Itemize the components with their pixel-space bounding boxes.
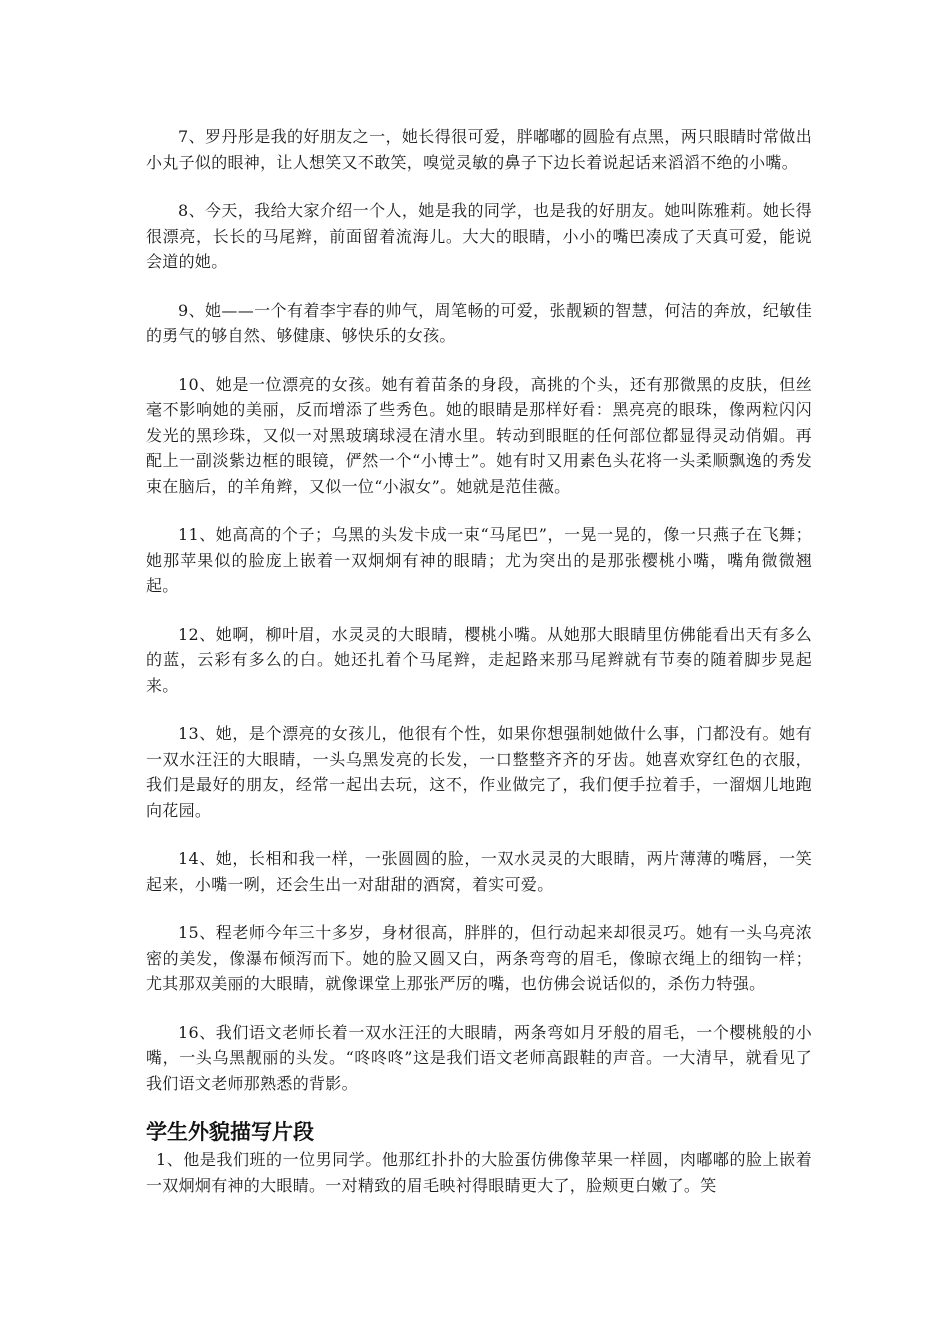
paragraph-10: 10、她是一位漂亮的女孩。她有着苗条的身段，高挑的个头，还有那微黑的皮肤，但丝毫不影响她的美丽，反而增添了些秀色。她的眼睛是那样好看：黑亮亮的眼珠，像两粒闪闪发光的黑珍珠，又似一对黑玻璃球浸在清水里。转动到眼眶的任何部位都显得灵动俏媚。再配上一副淡紫边框的眼镜，俨然一个“小博士”。她有时又用素色头花将一头柔顺飘逸的秀发束在脑后，的羊角辫，又似一位“小淑女”。她就是范佳薇。 bbox=[146, 374, 812, 496]
paragraph-13: 13、她，是个漂亮的女孩儿，他很有个性，如果你想强制她做什么事，门都没有。她有一双水汪汪的大眼睛，一头乌黑发亮的长发，一口整整齐齐的牙齿。她喜欢穿红色的衣服，我们是最好的朋友，经常一起出去玩，这不，作业做完了，我们便手拉着手，一溜烟儿地跑向花园。 bbox=[146, 724, 812, 820]
paragraph-7: 7、罗丹彤是我的好朋友之一，她长得很可爱，胖嘟嘟的圆脸有点黑，两只眼睛时常做出小丸子似的眼神，让人想笑又不敢笑，嗅觉灵敏的鼻子下边长着说起话来滔滔不绝的小嘴。 bbox=[146, 127, 812, 172]
paragraph-11: 11、她高高的个子；乌黑的头发卡成一束“马尾巴”，一晃一晃的，像一只燕子在飞舞；她那苹果似的脸庞上嵌着一双炯炯有神的眼睛；尤为突出的是那张樱桃小嘴，嘴角微微翘起。 bbox=[146, 525, 812, 595]
paragraph-12: 12、她啊，柳叶眉，水灵灵的大眼睛，樱桃小嘴。从她那大眼睛里仿佛能看出天有多么的蓝，云彩有多么的白。她还扎着个马尾辫，走起路来那马尾辫就有节奏的随着脚步晃起来。 bbox=[146, 624, 812, 695]
paragraph-9: 9、她——一个有着李宇春的帅气，周笔畅的可爱，张靓颖的智慧，何洁的奔放，纪敏佳的勇气的够自然、够健康、够快乐的女孩。 bbox=[146, 300, 812, 345]
paragraph-14: 14、她，长相和我一样，一张圆圆的脸，一双水灵灵的大眼睛，两片薄薄的嘴唇，一笑起来，小嘴一咧，还会生出一对甜甜的酒窝，着实可爱。 bbox=[146, 849, 812, 894]
document-page bbox=[146, 124, 812, 1198]
section-paragraph-1: 1、他是我们班的一位男同学。他那红扑扑的大脸蛋仿佛像苹果一样圆，肉嘟嘟的脸上嵌着一双炯炯有神的大眼睛。一对精致的眉毛映衬得眼睛更大了，脸颊更白嫩了。笑 bbox=[146, 1150, 812, 1195]
section-heading: 学生外貌描写片段 bbox=[146, 1120, 314, 1144]
paragraph-15: 15、程老师今年三十多岁，身材很高，胖胖的，但行动起来却很灵巧。她有一头乌亮浓密的美发，像瀑布倾泻而下。她的脸又圆又白，两条弯弯的眉毛，像晾衣绳上的细钩一样；尤其那双美丽的大眼睛，就像课堂上那张严厉的嘴，也仿佛会说话似的，杀伤力特强。 bbox=[146, 923, 812, 993]
paragraph-16: 16、我们语文老师长着一双水汪汪的大眼睛，两条弯如月牙般的眉毛，一个樱桃般的小嘴，一头乌黑靓丽的头发。“咚咚咚”这是我们语文老师高跟鞋的声音。一大清早，就看见了我们语文老师那熟悉的背影。 bbox=[146, 1022, 812, 1093]
paragraph-8: 8、今天，我给大家介绍一个人，她是我的同学，也是我的好朋友。她叫陈雅莉。她长得很漂亮，长长的马尾辫，前面留着流海儿。大大的眼睛，小小的嘴巴凑成了天真可爱，能说会道的她。 bbox=[146, 201, 812, 271]
